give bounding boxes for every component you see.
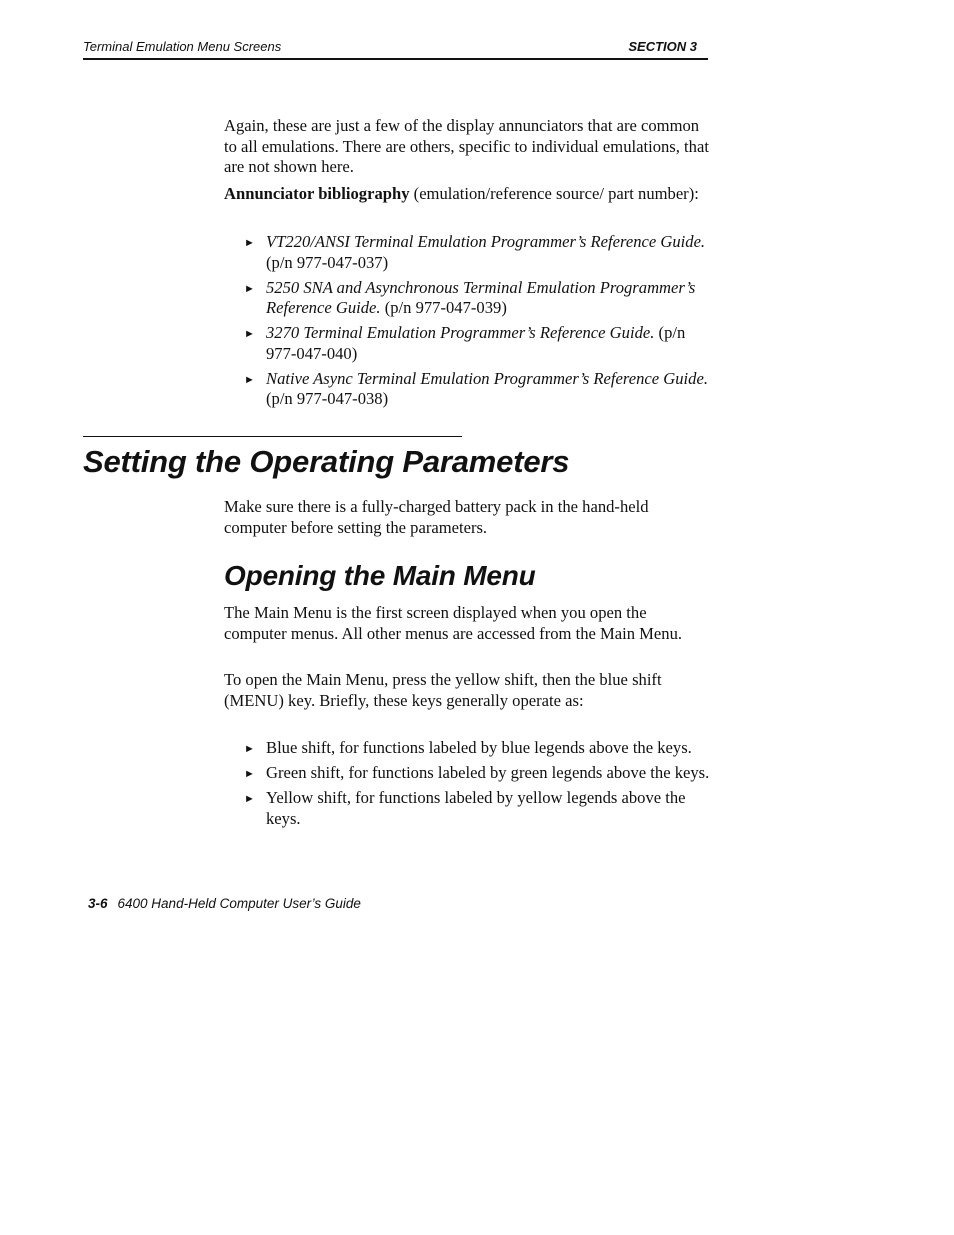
bullet-arrow-icon: ► — [244, 743, 255, 755]
section-paragraph — [224, 497, 710, 538]
part-number: (p/n 977-047-039) — [380, 298, 507, 317]
header-section-label: SECTION 3 — [628, 39, 697, 54]
bibliography-rest: (emulation/reference source/ part number): — [409, 184, 699, 203]
page-number: 3-6 — [88, 896, 108, 911]
page-footer — [88, 896, 361, 911]
list-item — [244, 763, 714, 784]
list-item — [244, 232, 714, 273]
reference-title: Native Async Terminal Emulation Programmer’s Reference Guide. — [266, 368, 708, 388]
section-divider — [83, 436, 462, 437]
bullet-arrow-icon: ► — [244, 282, 255, 295]
subsection-title: Opening the Main Menu — [224, 560, 536, 591]
shift-key-text: Yellow shift, for functions labeled by yellow legends above the keys. — [266, 788, 686, 828]
list-item — [244, 738, 714, 759]
intro-text: Again, these are just a few of the display annunciators that are common to all emulations. There are others, specific to individual emulations, that are not shown here. — [224, 116, 709, 176]
section-title: Setting the Operating Parameters — [83, 444, 570, 479]
section-text: Make sure there is a fully-charged battery pack in the hand-held computer before setting the parameters. — [224, 497, 649, 537]
bullet-arrow-icon: ► — [244, 373, 255, 386]
shift-key-text: Green shift, for functions labeled by green legends above the keys. — [266, 763, 710, 782]
list-item — [244, 323, 714, 364]
list-item — [244, 369, 714, 410]
open-instructions-paragraph — [224, 670, 710, 711]
bullet-arrow-icon: ► — [244, 768, 255, 780]
bullet-arrow-icon: ► — [244, 328, 255, 340]
page-header — [83, 38, 708, 60]
open-instructions-text: To open the Main Menu, press the yellow shift, then the blue shift (MENU) key. Briefly, these keys generally operate as: — [224, 670, 662, 710]
part-number: (p/n 977-047-037) — [266, 252, 389, 272]
main-menu-text: The Main Menu is the first screen displayed when you open the computer menus. All other menus are accessed from the Main Menu. — [224, 603, 683, 643]
list-item — [244, 278, 714, 319]
footer-book-title: 6400 Hand-Held Computer User’s Guide — [117, 896, 361, 911]
bullet-arrow-icon: ► — [244, 237, 255, 249]
part-number: (p/n 977-047-038) — [266, 389, 389, 408]
bibliography-label: Annunciator bibliography — [224, 184, 410, 203]
shift-keys-list — [244, 738, 714, 834]
header-chapter-title: Terminal Emulation Menu Screens — [83, 39, 282, 54]
reference-title: 3270 Terminal Emulation Programmer’s Reference Guide. — [266, 323, 655, 342]
bibliography-intro — [224, 184, 710, 205]
bullet-arrow-icon: ► — [244, 793, 255, 805]
intro-paragraph — [224, 116, 710, 178]
list-item — [244, 788, 714, 829]
part-number: (p/n 977-047-040) — [266, 323, 686, 363]
main-menu-paragraph — [224, 603, 710, 644]
bibliography-list — [244, 232, 714, 414]
bibliography-text — [224, 184, 710, 205]
shift-key-text: Blue shift, for functions labeled by blue legends above the keys. — [266, 738, 692, 757]
reference-title: 5250 SNA and Asynchronous Terminal Emulation Programmer’s Reference Guide. — [266, 277, 696, 317]
reference-title: VT220/ANSI Terminal Emulation Programmer’s Reference Guide. — [266, 232, 706, 251]
